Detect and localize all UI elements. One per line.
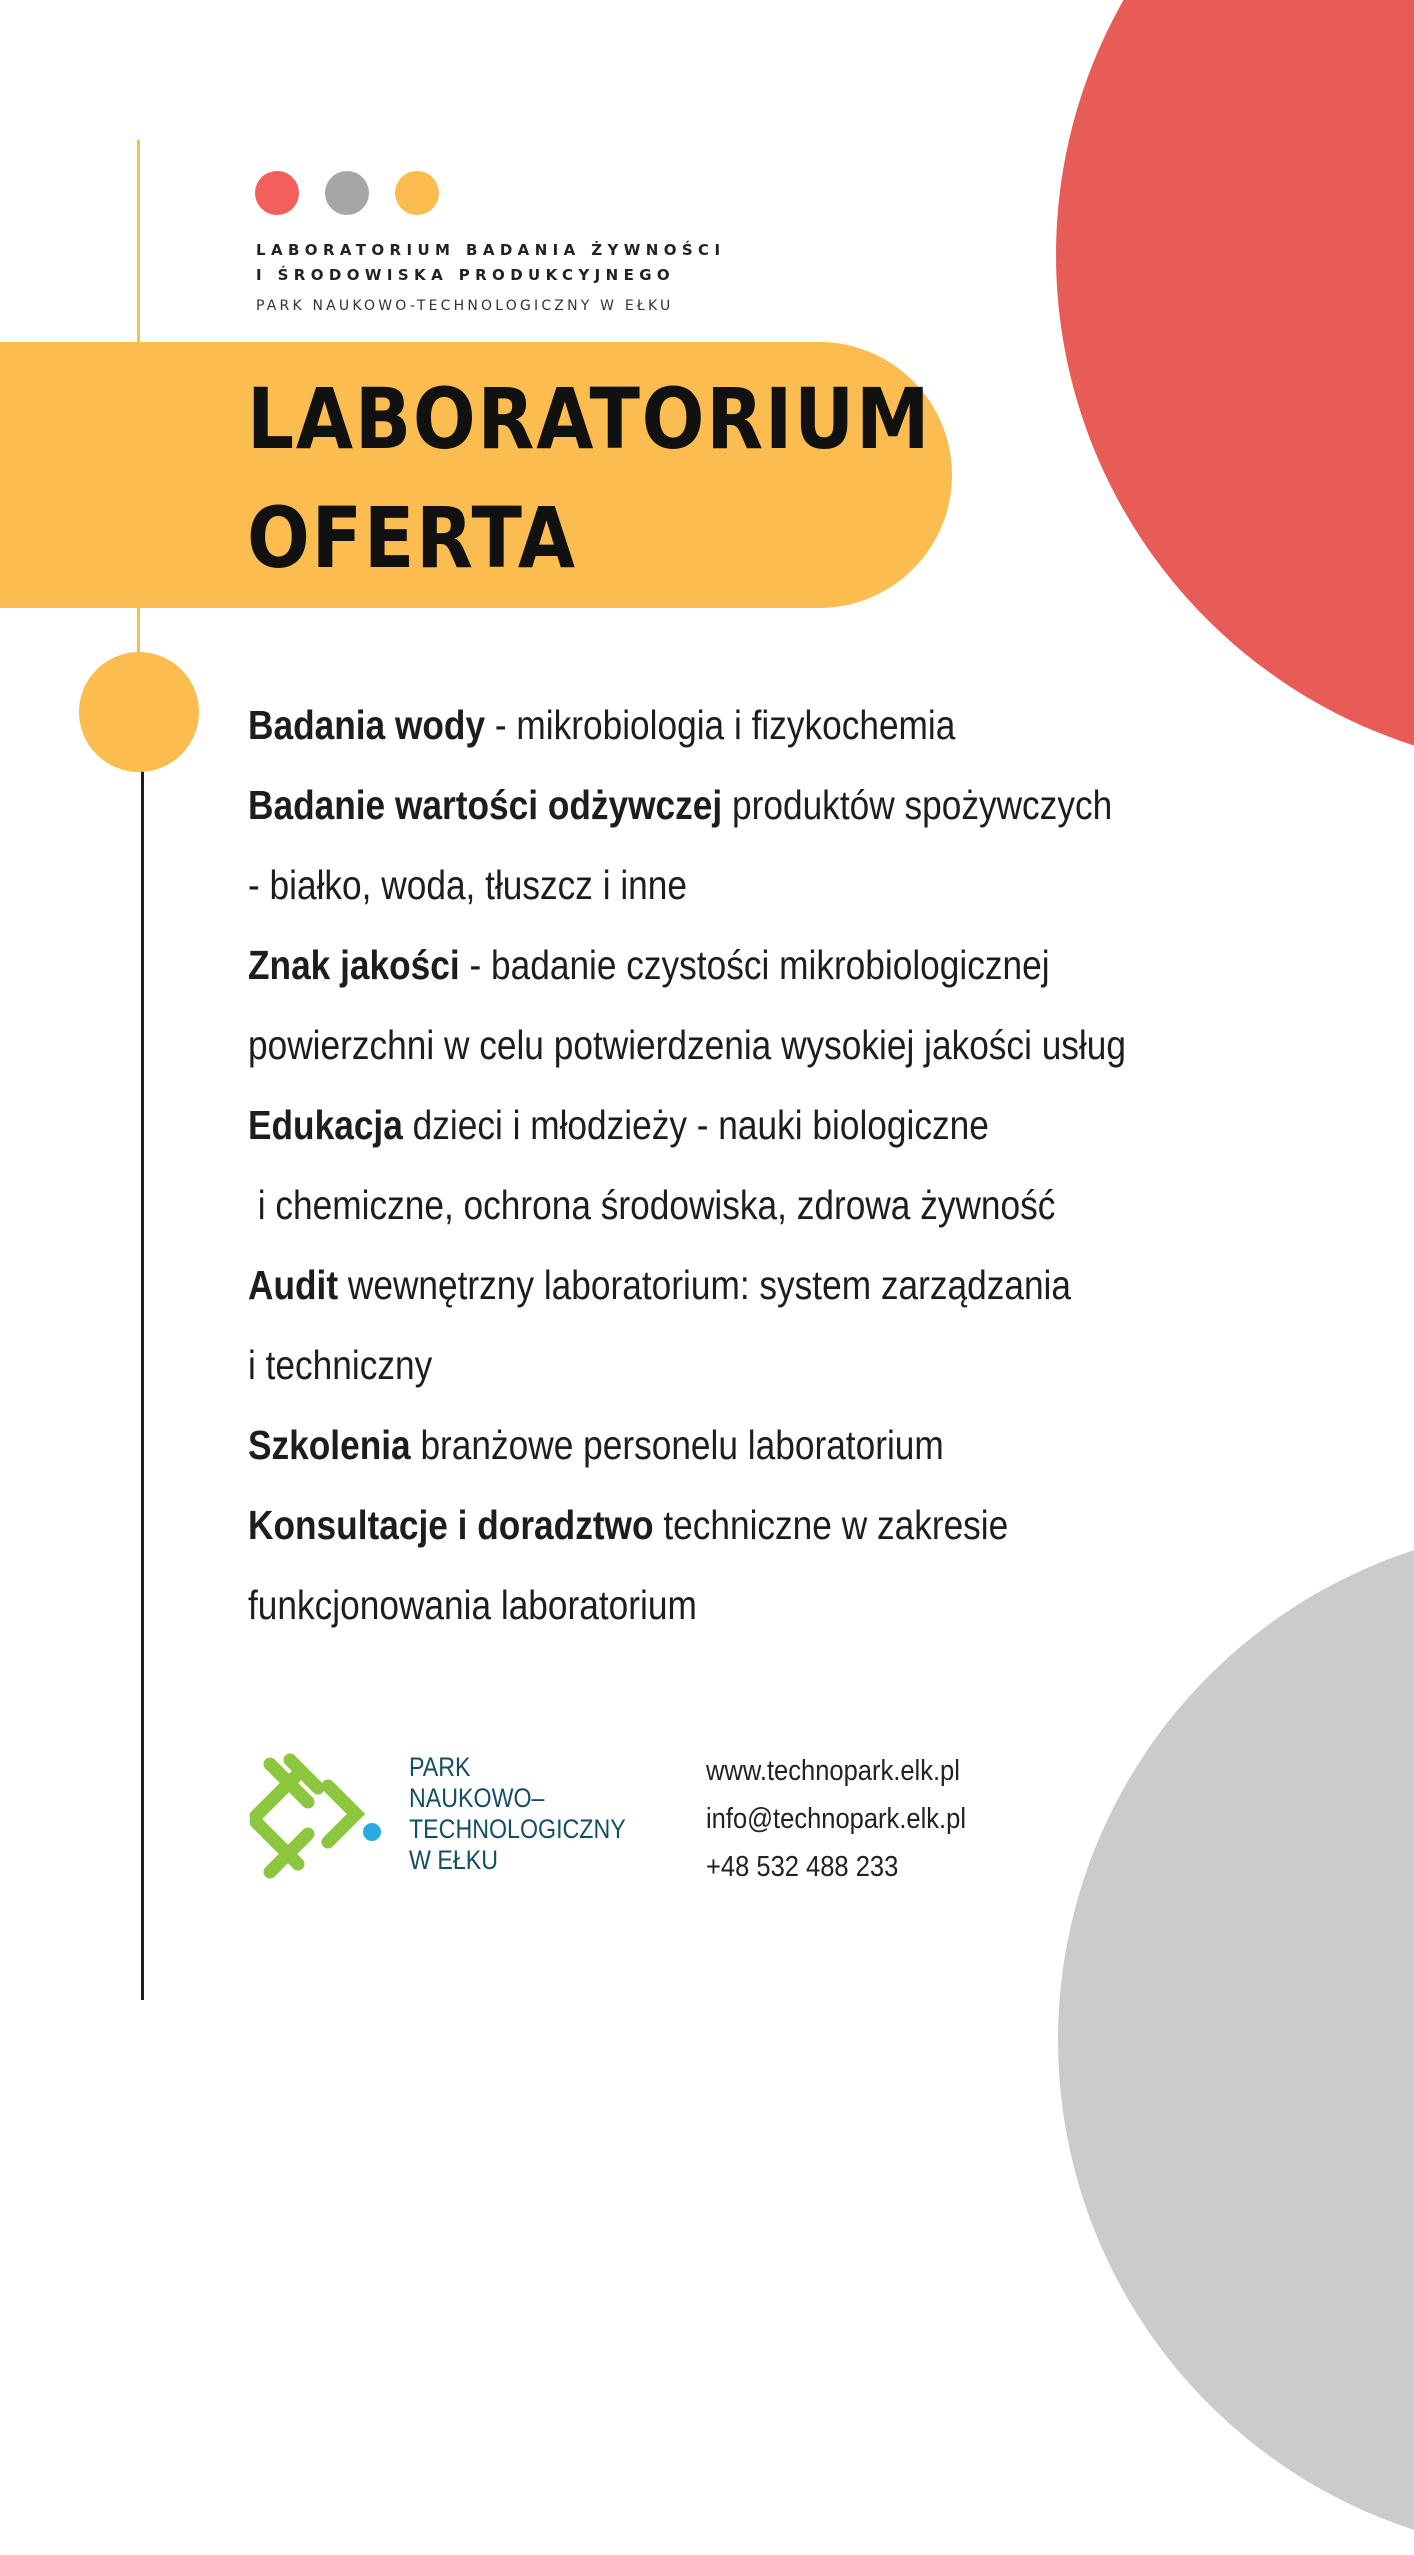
page-title-line1: LABORATORIUM [247,370,932,468]
offer-bold: Konsultacje i doradztwo [248,1502,654,1548]
black-vertical-line [141,770,144,2000]
website-link[interactable]: www.technopark.elk.pl [706,1755,960,1787]
offer-line [248,1405,1177,1485]
offer-line [248,1005,1177,1085]
offer-line [248,1485,1177,1565]
offer-line [248,1325,1177,1405]
red-dot [255,171,299,215]
offer-text: branżowe personelu laboratorium [410,1422,944,1468]
offer-text: - mikrobiologia i fizykochemia [485,702,956,748]
phone-number[interactable]: +48 532 488 233 [706,1851,899,1883]
offer-text: - badanie czystości mikrobiologicznej [459,942,1050,988]
yellow-timeline-dot [79,652,199,772]
offer-line [248,1245,1177,1325]
offer-line [248,1085,1177,1165]
logo-text-line3: TECHNOLOGICZNY [409,1814,626,1844]
offer-text: dzieci i młodzieży - nauki biologiczne [402,1102,989,1148]
lab-name-line2: I ŚRODOWISKA PRODUKCYJNEGO [256,266,676,284]
offer-line [248,925,1177,1005]
lab-name-line1: LABORATORIUM BADANIA ŻYWNOŚCI [256,241,726,259]
offer-line [248,1165,1177,1245]
offer-text: i techniczny [248,1342,433,1388]
offer-text: wewnętrzny laboratorium: system zarządzania [338,1262,1072,1308]
red-decorative-circle [1056,0,1414,770]
offer-text: produktów spożywczych [722,782,1113,828]
offer-text: - białko, woda, tłuszcz i inne [248,862,688,908]
logo-text-line4: W EŁKU [409,1845,499,1875]
grey-decorative-circle [1058,1525,1414,2555]
offer-bold: Audit [248,1262,339,1308]
yellow-dot [395,171,439,215]
technopark-logo-icon [246,1750,386,1885]
grey-dot [325,171,369,215]
offer-text: techniczne w zakresie [653,1502,1009,1548]
offer-text: i chemiczne, ochrona środowiska, zdrowa żywność [248,1182,1056,1228]
offer-bold: Badanie wartości odżywczej [248,782,723,828]
logo-text-line2: NAUKOWO– [409,1783,545,1813]
offer-text: powierzchni w celu potwierdzenia wysokiej jakości usług [248,1022,1126,1068]
offer-line [248,1565,1177,1645]
offer-line [248,845,1177,925]
offer-bold: Szkolenia [248,1422,411,1468]
offer-text: funkcjonowania laboratorium [248,1582,697,1628]
page-title-line2: OFERTA [247,489,577,587]
offer-line [248,685,1177,765]
logo-text-line1: PARK [409,1752,471,1782]
offer-bold: Badania wody [248,702,486,748]
park-name: PARK NAUKOWO-TECHNOLOGICZNY W EŁKU [256,298,674,314]
offer-bold: Znak jakości [248,942,460,988]
offer-bold: Edukacja [248,1102,403,1148]
offer-line [248,765,1177,845]
yellow-vertical-line [137,140,140,665]
email-link[interactable]: info@technopark.elk.pl [706,1803,966,1835]
offer-list [248,685,1177,1645]
logo-text [409,1752,626,1876]
